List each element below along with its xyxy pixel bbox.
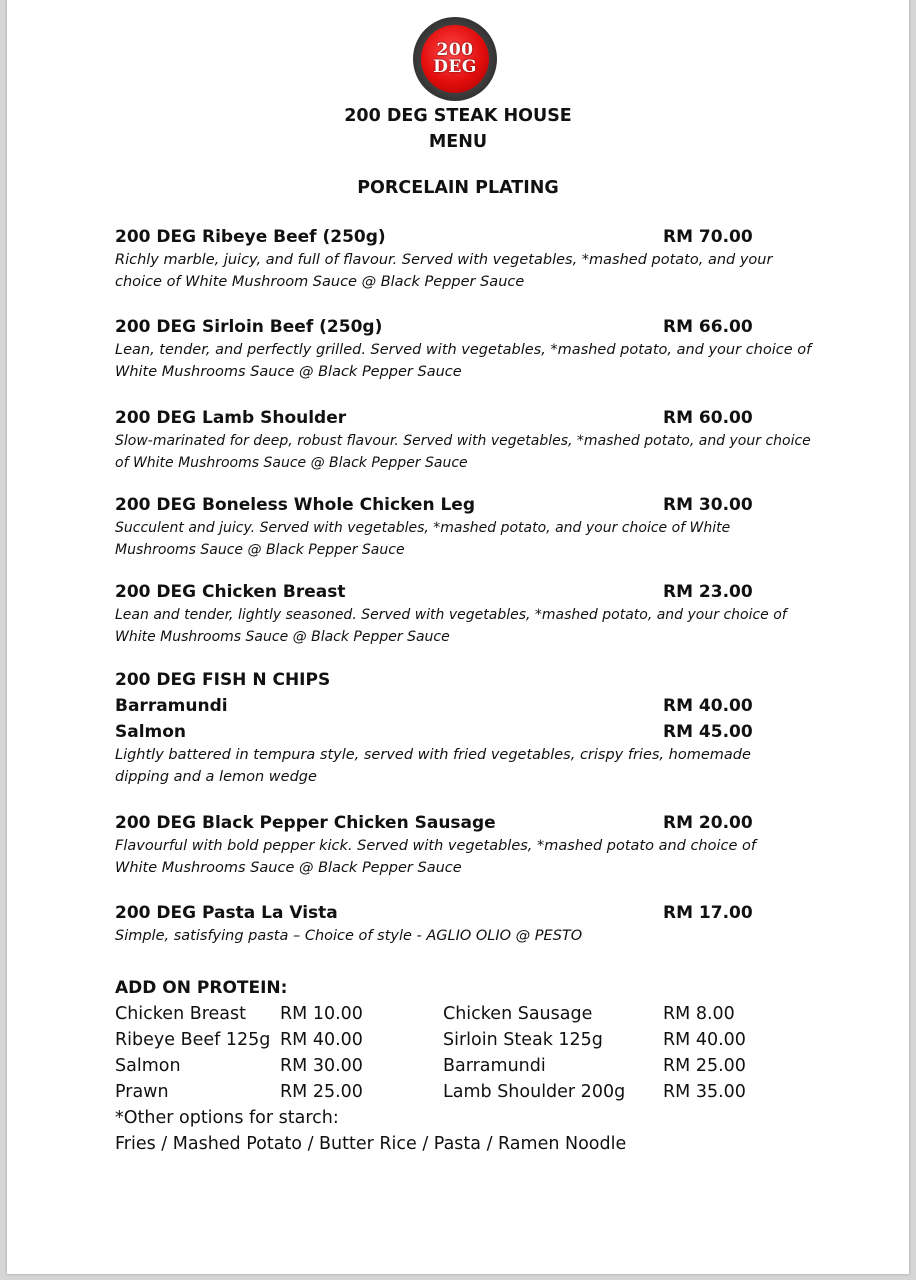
addon-price: RM 25.00 xyxy=(663,1056,746,1076)
item-name: 200 DEG Pasta La Vista xyxy=(115,903,338,923)
addon-table xyxy=(115,1001,815,1105)
addon-label: Chicken Breast xyxy=(115,1004,247,1024)
addon-heading: ADD ON PROTEIN: xyxy=(115,978,288,998)
menu-item-sirloin xyxy=(115,315,815,383)
restaurant-name: 200 DEG STEAK HOUSE xyxy=(344,106,572,126)
item-description: Flavourful with bold pepper kick. Served with vegetables, *mashed potato and choice of White Mushrooms Sauce @ Black Pepper Sauce xyxy=(115,838,756,876)
addon-price: RM 35.00 xyxy=(663,1082,746,1102)
item-price: RM 20.00 xyxy=(663,813,753,833)
option-label: Barramundi xyxy=(115,696,228,716)
addon-row xyxy=(115,1079,815,1105)
addon-label: Barramundi xyxy=(443,1056,546,1076)
addon-label: Salmon xyxy=(115,1056,181,1076)
item-price: RM 66.00 xyxy=(663,317,753,337)
item-description: Lean, tender, and perfectly grilled. Served with vegetables, *mashed potato, and your choice of White Mushrooms Sauce @ Black Pepper Sauce xyxy=(115,342,812,380)
addon-label: Chicken Sausage xyxy=(443,1004,593,1024)
item-name: 200 DEG FISH N CHIPS xyxy=(115,670,331,690)
starch-note-label: *Other options for starch: xyxy=(115,1108,339,1128)
item-name: 200 DEG Sirloin Beef (250g) xyxy=(115,317,383,337)
item-description: Succulent and juicy. Served with vegetables, *mashed potato, and your choice of White Mushrooms Sauce @ Black Pepper Sauce xyxy=(115,520,731,558)
addon-label: Ribeye Beef 125g xyxy=(115,1030,271,1050)
item-description: Richly marble, juicy, and full of flavour. Served with vegetables, *mashed potato, and your choice of White Mushroom Sauce @ Black Pepper Sauce xyxy=(115,252,773,290)
restaurant-logo xyxy=(413,17,497,101)
item-description: Lean and tender, lightly seasoned. Served with vegetables, *mashed potato, and your choice of White Mushrooms Sauce @ Black Pepper Sauce xyxy=(115,607,787,645)
menu-item-chicken-sausage xyxy=(115,811,815,879)
item-price: RM 17.00 xyxy=(663,903,753,923)
menu-item-chicken-leg xyxy=(115,493,815,561)
item-name: 200 DEG Boneless Whole Chicken Leg xyxy=(115,495,476,515)
logo-line-1: 200 xyxy=(436,40,474,60)
addon-label: Lamb Shoulder 200g xyxy=(443,1082,626,1102)
logo-line-2: DEG xyxy=(433,57,477,77)
item-description: Slow-marinated for deep, robust flavour. Served with vegetables, *mashed potato, and your choice of White Mushrooms Sauce @ Black Pepper Sauce xyxy=(115,433,811,471)
option-label: Salmon xyxy=(115,722,187,742)
fish-option-barramundi xyxy=(115,694,815,720)
menu-item-lamb-shoulder xyxy=(115,406,815,474)
item-price: RM 60.00 xyxy=(663,408,753,428)
addon-row xyxy=(115,1027,815,1053)
item-name: 200 DEG Ribeye Beef (250g) xyxy=(115,227,386,247)
addon-row xyxy=(115,1053,815,1079)
fish-description: Lightly battered in tempura style, served with fried vegetables, crispy fries, homemade dipping and a lemon wedge xyxy=(115,747,751,785)
addon-row xyxy=(115,1001,815,1027)
fish-n-chips-heading xyxy=(115,668,815,694)
option-price: RM 45.00 xyxy=(663,722,753,742)
addon-price: RM 40.00 xyxy=(280,1030,363,1050)
addon-price: RM 8.00 xyxy=(663,1004,735,1024)
item-description: Simple, satisfying pasta – Choice of style - AGLIO OLIO @ PESTO xyxy=(115,928,583,944)
addon-price: RM 40.00 xyxy=(663,1030,746,1050)
addon-label: Sirloin Steak 125g xyxy=(443,1030,603,1050)
item-price: RM 30.00 xyxy=(663,495,753,515)
logo-badge xyxy=(421,25,489,93)
menu-item-ribeye xyxy=(115,225,815,293)
item-price: RM 23.00 xyxy=(663,582,753,602)
item-name: 200 DEG Black Pepper Chicken Sausage xyxy=(115,813,496,833)
menu-item-pasta xyxy=(115,901,815,947)
menu-item-chicken-breast xyxy=(115,580,815,648)
addon-price: RM 30.00 xyxy=(280,1056,363,1076)
starch-options: Fries / Mashed Potato / Butter Rice / Pasta / Ramen Noodle xyxy=(115,1134,627,1154)
addon-price: RM 25.00 xyxy=(280,1082,363,1102)
section-title: PORCELAIN PLATING xyxy=(357,178,559,198)
fish-option-salmon xyxy=(115,720,815,746)
option-price: RM 40.00 xyxy=(663,696,753,716)
addon-price: RM 10.00 xyxy=(280,1004,363,1024)
item-name: 200 DEG Chicken Breast xyxy=(115,582,346,602)
addon-label: Prawn xyxy=(115,1082,169,1102)
menu-title: MENU xyxy=(428,132,488,152)
item-name: 200 DEG Lamb Shoulder xyxy=(115,408,347,428)
item-price: RM 70.00 xyxy=(663,227,753,247)
